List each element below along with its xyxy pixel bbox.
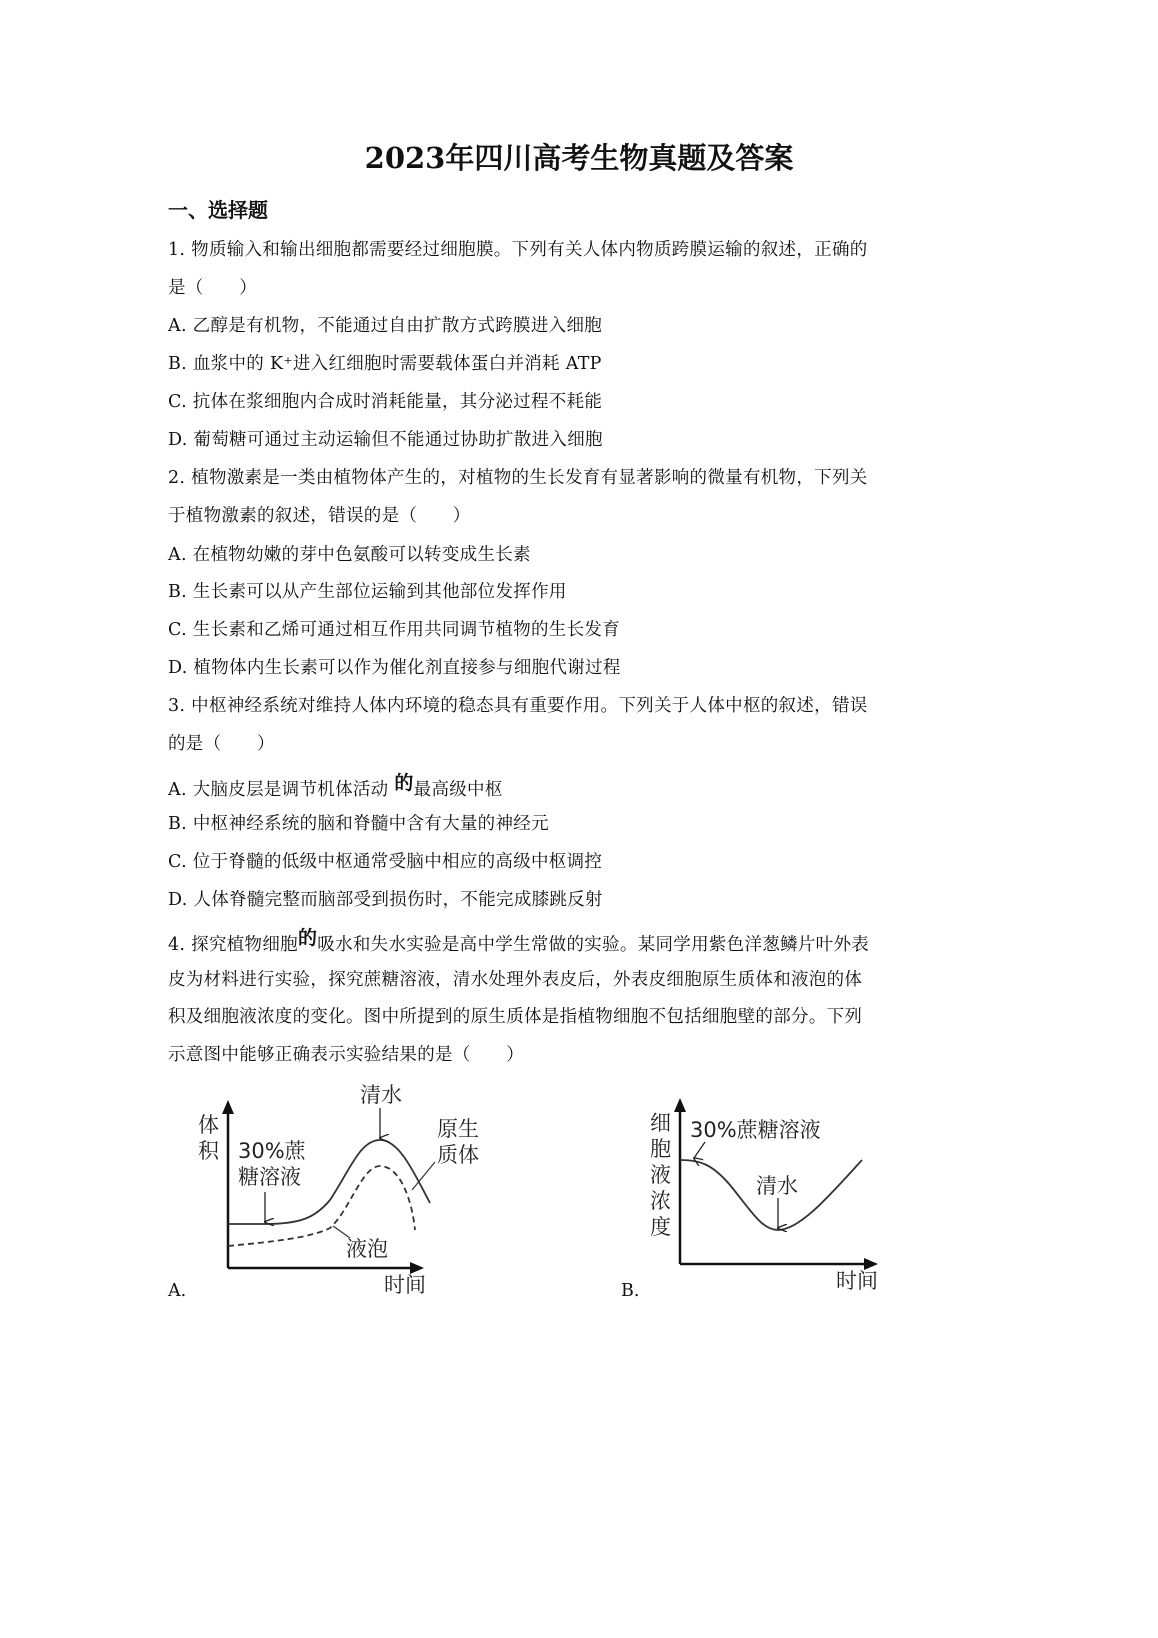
question-1-stem-cont: 是（ ）	[168, 278, 257, 298]
question-3-stem-cont: 的是（ ）	[168, 734, 275, 754]
sucrose-label: 30%蔗糖溶液	[690, 1118, 821, 1142]
question-1-option-b: B. 血浆中的 K⁺进入红细胞时需要载体蛋白并消耗 ATP	[168, 354, 602, 374]
stem-text: 4. 探究植物细胞	[168, 935, 298, 955]
question-3-stem: 3. 中枢神经系统对维持人体内环境的稳态具有重要作用。下列关于人体中枢的叙述，错误	[168, 696, 868, 716]
y-label: 积	[198, 1139, 219, 1163]
question-1-option-d: D. 葡萄糖可通过主动运输但不能通过协助扩散进入细胞	[168, 430, 603, 450]
figure-a-option-label: A.	[168, 1281, 187, 1301]
section-heading: 一、选择题	[168, 198, 268, 222]
question-3-option-b: B. 中枢神经系统的脑和脊髓中含有大量的神经元	[168, 814, 549, 834]
vacuole-leader	[333, 1226, 350, 1238]
page-title: 2023年四川高考生物真题及答案	[364, 141, 794, 175]
sucrose-arrow	[694, 1142, 705, 1158]
y-axis-arrow-icon	[674, 1098, 686, 1112]
y-label: 细	[650, 1111, 671, 1135]
figure-a	[198, 1083, 479, 1297]
question-3-option-d: D. 人体脊髓完整而脑部受到损伤时，不能完成膝跳反射	[168, 890, 603, 910]
question-2-option-b: B. 生长素可以从产生部位运输到其他部位发挥作用	[168, 582, 567, 602]
question-1-stem: 1. 物质输入和输出细胞都需要经过细胞膜。下列有关人体内物质跨膜运输的叙述，正确的	[168, 240, 868, 260]
x-label: 时间	[836, 1269, 878, 1293]
y-label: 体	[198, 1113, 219, 1137]
sucrose-label: 30%蔗	[238, 1139, 306, 1163]
sucrose-label: 糖溶液	[238, 1165, 301, 1189]
question-1-option-c: C. 抗体在浆细胞内合成时消耗能量，其分泌过程不耗能	[168, 392, 603, 412]
stem-text: 的	[297, 927, 318, 949]
figure-b-option-label: B.	[621, 1281, 640, 1301]
question-2-option-c: C. 生长素和乙烯可通过相互作用共同调节植物的生长发育	[168, 620, 620, 640]
question-2-stem: 2. 植物激素是一类由植物体产生的，对植物的生长发育有显著影响的微量有机物，下列关	[168, 468, 868, 488]
figure-b	[650, 1098, 878, 1293]
question-3-option-c: C. 位于脊髓的低级中枢通常受脑中相应的高级中枢调控	[168, 852, 603, 872]
question-4-stem-cont: 示意图中能够正确表示实验结果的是（ ）	[168, 1045, 524, 1065]
question-4-stem-cont: 积及细胞液浓度的变化。图中所提到的原生质体是指植物细胞不包括细胞壁的部分。下列	[168, 1007, 863, 1027]
question-2-stem-cont: 于植物激素的叙述，错误的是（ ）	[168, 506, 471, 526]
x-label: 时间	[384, 1273, 426, 1297]
protoplast-label: 质体	[437, 1143, 479, 1167]
y-label: 度	[650, 1215, 671, 1239]
question-2-option-d: D. 植物体内生长素可以作为催化剂直接参与细胞代谢过程	[168, 658, 621, 678]
option-text: 最高级中枢	[413, 780, 503, 800]
question-4-stem-cont: 皮为材料进行实验，探究蔗糖溶液，清水处理外表皮后，外表皮细胞原生质体和液泡的体	[168, 970, 863, 990]
question-1-option-a: A. 乙醇是有机物，不能通过自由扩散方式跨膜进入细胞	[168, 316, 603, 336]
vacuole-label: 液泡	[346, 1237, 388, 1261]
option-text: 的	[394, 772, 414, 794]
water-label: 清水	[360, 1083, 402, 1107]
stem-text: 吸水和失水实验是高中学生常做的实验。某同学用紫色洋葱鳞片叶外表	[317, 935, 870, 955]
y-label: 胞	[650, 1137, 671, 1161]
protoplast-label: 原生	[437, 1117, 479, 1141]
option-text: A. 大脑皮层是调节机体活动	[168, 780, 395, 800]
water-label: 清水	[756, 1174, 798, 1198]
y-label: 浓	[650, 1189, 671, 1213]
question-2-option-a: A. 在植物幼嫩的芽中色氨酸可以转变成生长素	[168, 545, 531, 565]
y-label: 液	[650, 1163, 671, 1187]
y-axis-arrow-icon	[222, 1100, 234, 1114]
